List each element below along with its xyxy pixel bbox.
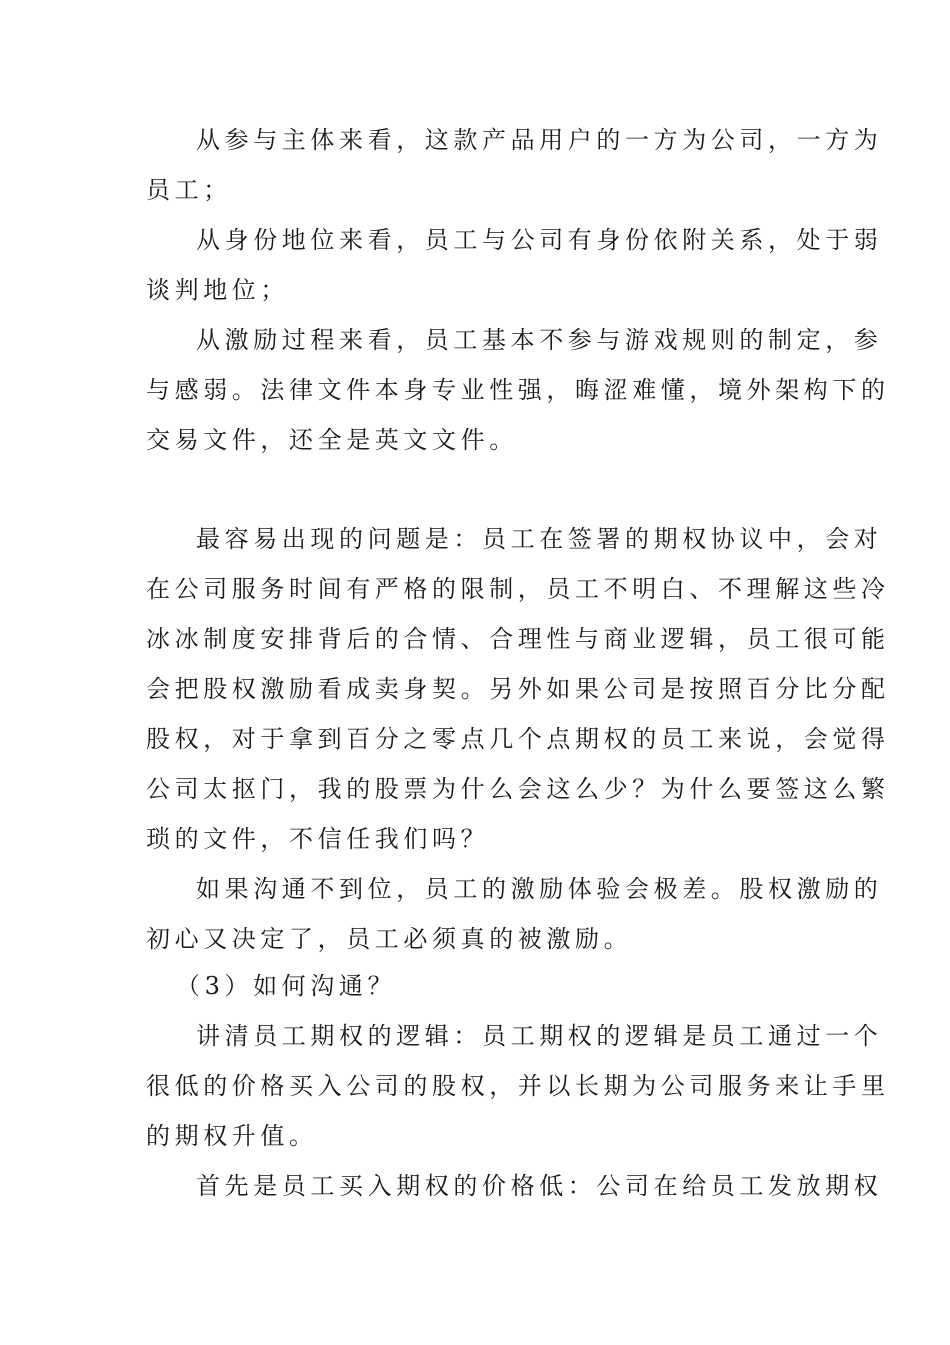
paragraph-line: 的期权升值。 [146,1122,318,1150]
paragraph-line: 交易文件，还全是英文文件。 [146,426,518,454]
paragraph-line: 在公司服务时间有严格的限制，员工不明白、不理解这些冷 [146,575,890,603]
paragraph-line: 冰冰制度安排背后的合情、合理性与商业逻辑，员工很可能 [146,625,890,653]
paragraph-line: 从参与主体来看，这款产品用户的一方为公司，一方为 [196,126,883,154]
paragraph-line: 很低的价格买入公司的股权，并以长期为公司服务来让手里 [146,1072,890,1100]
paragraph-line: 从激励过程来看，员工基本不参与游戏规则的制定，参 [196,326,883,354]
paragraph-line: 讲清员工期权的逻辑：员工期权的逻辑是员工通过一个 [196,1022,883,1050]
section-heading: （3）如何沟通？ [176,972,397,1000]
paragraph-line: 最容易出现的问题是：员工在签署的期权协议中，会对 [196,525,883,553]
paragraph-line: 谈判地位； [146,276,289,304]
paragraph-line: 琐的文件，不信任我们吗？ [146,825,490,853]
paragraph-line: 员工； [146,176,232,204]
paragraph-line: 与感弱。法律文件本身专业性强，晦涩难懂，境外架构下的 [146,376,890,404]
paragraph-line: 股权，对于拿到百分之零点几个点期权的员工来说，会觉得 [146,725,890,753]
paragraph-line: 首先是员工买入期权的价格低：公司在给员工发放期权 [196,1172,883,1200]
paragraph-line: 会把股权激励看成卖身契。另外如果公司是按照百分比分配 [146,675,890,703]
paragraph-line: 如果沟通不到位，员工的激励体验会极差。股权激励的 [196,875,883,903]
paragraph-line: 初心又决定了，员工必须真的被激励。 [146,925,633,953]
paragraph-line: 公司太抠门，我的股票为什么会这么少？为什么要签这么繁 [146,775,890,803]
paragraph-line: 从身份地位来看，员工与公司有身份依附关系，处于弱 [196,226,883,254]
